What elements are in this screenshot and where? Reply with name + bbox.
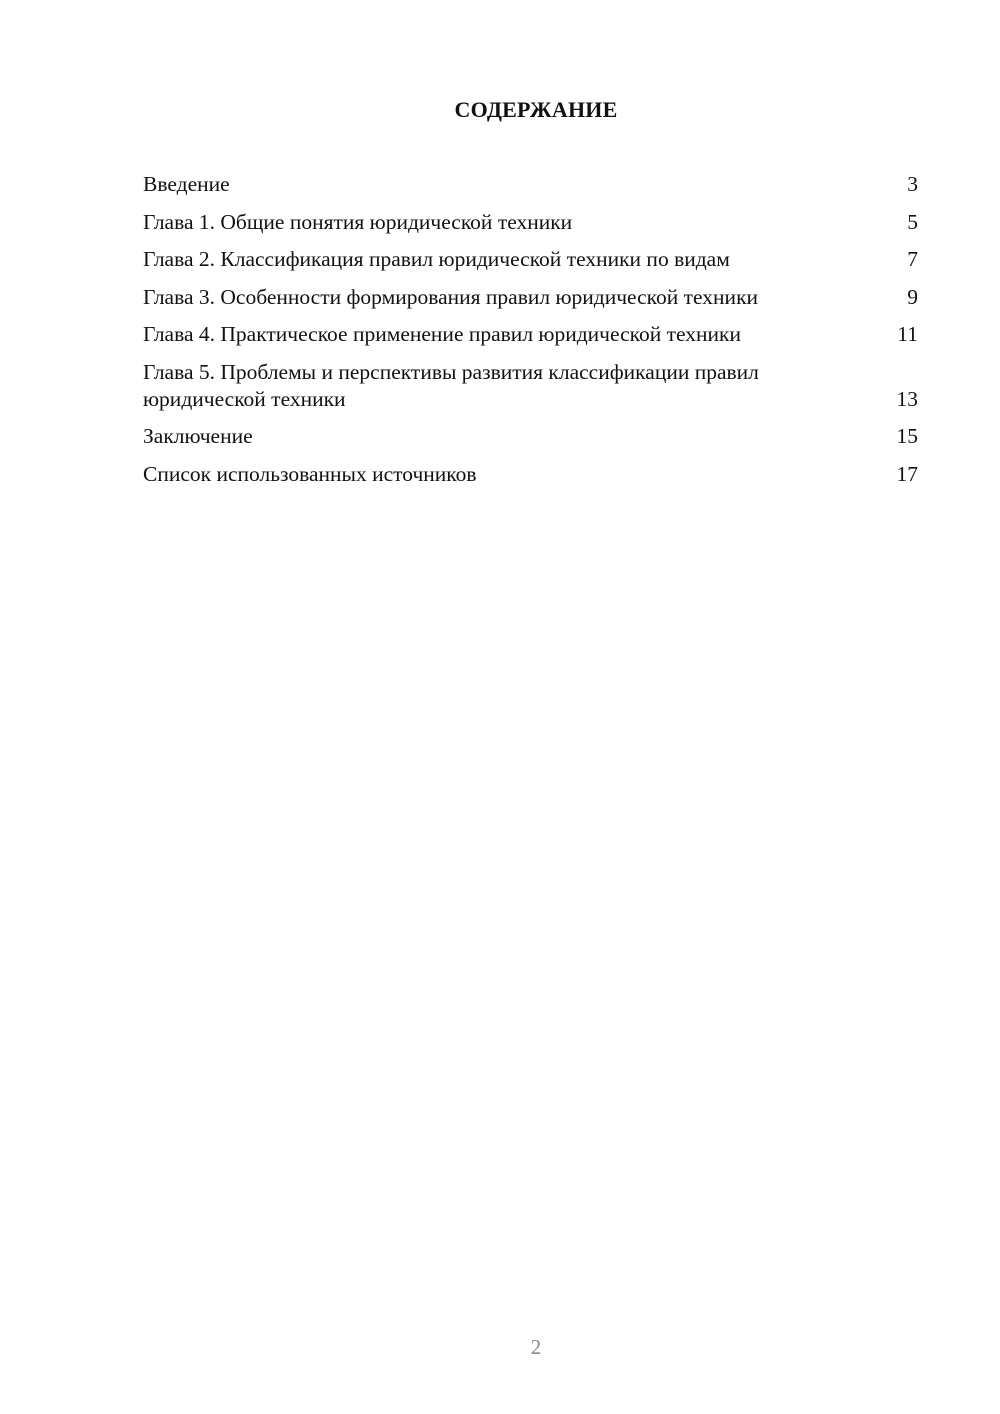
toc-entry-title: Введение: [143, 172, 230, 196]
toc-entry-title: Заключение: [143, 424, 253, 448]
toc-entry-chapter-3[interactable]: [143, 284, 918, 311]
page-title: СОДЕРЖАНИЕ: [454, 97, 618, 122]
toc-entry-page: 17: [896, 461, 918, 486]
toc-entry-chapter-4[interactable]: [143, 321, 918, 348]
toc-entry-introduction[interactable]: [143, 171, 918, 198]
toc-entry-title: Список использованных источников: [143, 461, 477, 486]
toc-entry-references[interactable]: [143, 461, 918, 488]
toc-entry-title: Глава 4. Практическое применение правил юридической техники: [143, 322, 741, 346]
toc-entry-chapter-1[interactable]: [143, 209, 918, 236]
toc-entry-page: 9: [907, 284, 918, 309]
toc-entry-page: 11: [897, 322, 918, 346]
toc-entry-conclusion[interactable]: [143, 423, 918, 450]
toc-entry-page: 3: [907, 172, 918, 196]
toc-entry-title: Глава 5. Проблемы и перспективы развития классификации правил юридической техники: [143, 359, 759, 411]
toc-entry-title: Глава 2. Классификация правил юридической техники по видам: [143, 247, 730, 271]
page-number: 2: [530, 1335, 542, 1359]
toc-entry-chapter-5[interactable]: [143, 359, 918, 413]
toc-entry-page: 7: [907, 247, 918, 271]
toc-entry-title: Глава 1. Общие понятия юридической техники: [143, 209, 573, 234]
toc-entry-page: 15: [896, 424, 918, 448]
table-of-contents: [143, 171, 918, 498]
toc-entry-page: 5: [907, 209, 918, 234]
toc-entry-page: 13: [896, 386, 918, 411]
toc-entry-title: Глава 3. Особенности формирования правил юридической техники: [143, 284, 759, 309]
toc-entry-chapter-2[interactable]: [143, 246, 918, 273]
